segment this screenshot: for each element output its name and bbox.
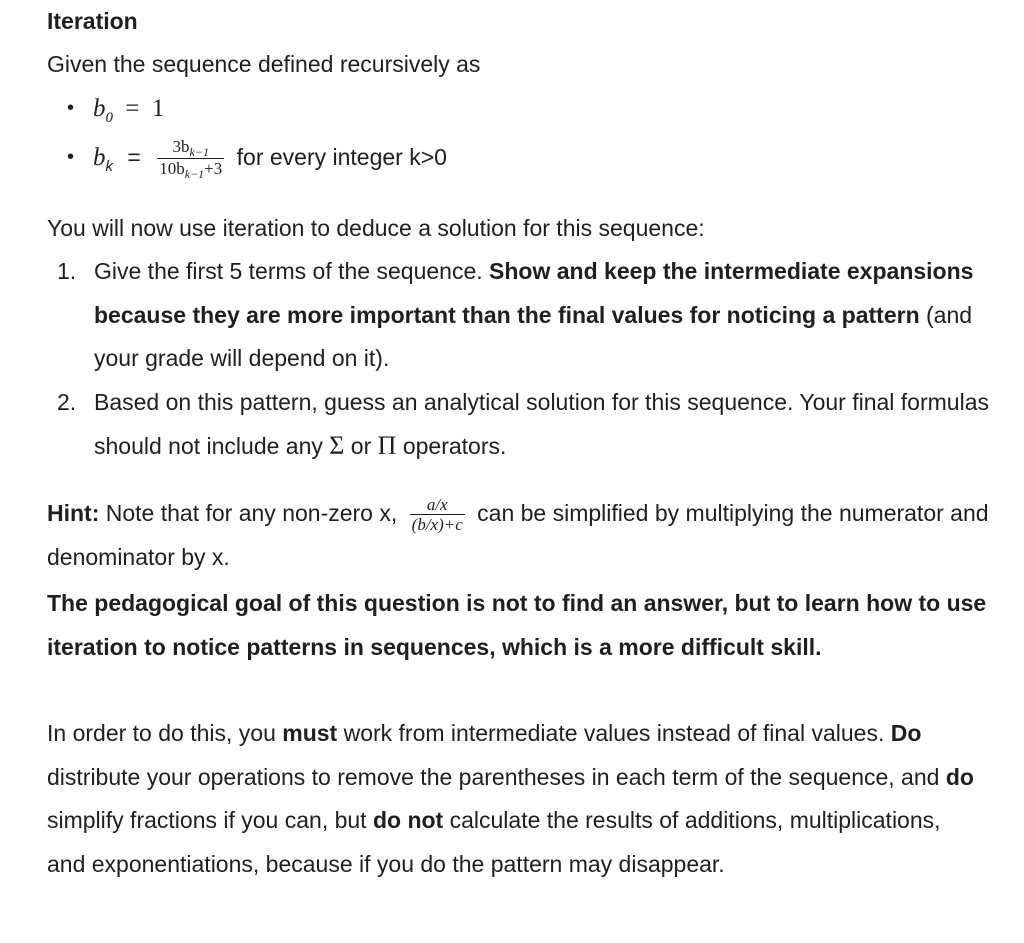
goal-paragraph: The pedagogical goal of this question is not to find an answer, but to learn how to use iteration to notice patterns in sequences, which is a more difficult skill. bbox=[47, 590, 987, 660]
hint-paragraph: Hint: Note that for any non-zero x, $\frac{a/x}{(b/x)+c}$ can be simplified by multiplying the numerator and denominator by x. bbox=[47, 495, 989, 570]
bk-formula: $b_k$ = $\frac{3b_{k-1}}{10b_{k-1}+3}$ for every integer k>0 bbox=[93, 137, 447, 182]
hint-label: Hint: bbox=[47, 500, 100, 526]
b0-formula: $b_0 = 1$ bbox=[93, 95, 165, 126]
instructions-paragraph: In order to do this, you must work from intermediate values instead of final values. Do distribute your operations to remove the parentheses in each term of the sequence, and do simplify fractions if you can, but do not calculate the results of additions, multiplications, and exponentiations, because if you do the pattern may disappear. bbox=[47, 720, 974, 877]
recurrence-fraction: $\frac{3b_{k-1}}{10b_{k-1}+3}$ bbox=[159, 137, 223, 182]
lead-text: You will now use iteration to deduce a solution for this sequence: bbox=[47, 215, 705, 241]
bullet-dot: • bbox=[67, 97, 75, 119]
hint-fraction: $\frac{a/x}{(b/x)+c}$ bbox=[411, 495, 463, 535]
list-item-2: 2. Based on this pattern, guess an analytical solution for this sequence. Your final formulas should not include any Σ or Π operators. bbox=[57, 388, 989, 460]
task-list bbox=[47, 250, 997, 469]
intro-text: Given the sequence defined recursively as bbox=[47, 51, 481, 77]
section-title: Iteration bbox=[47, 8, 138, 34]
list-item-1: 1. Give the first 5 terms of the sequence. Show and keep the intermediate expansions because they are more important than the final values for noticing a pattern (and your grade will depend on it). bbox=[57, 258, 974, 371]
bullet-dot: • bbox=[67, 146, 75, 168]
